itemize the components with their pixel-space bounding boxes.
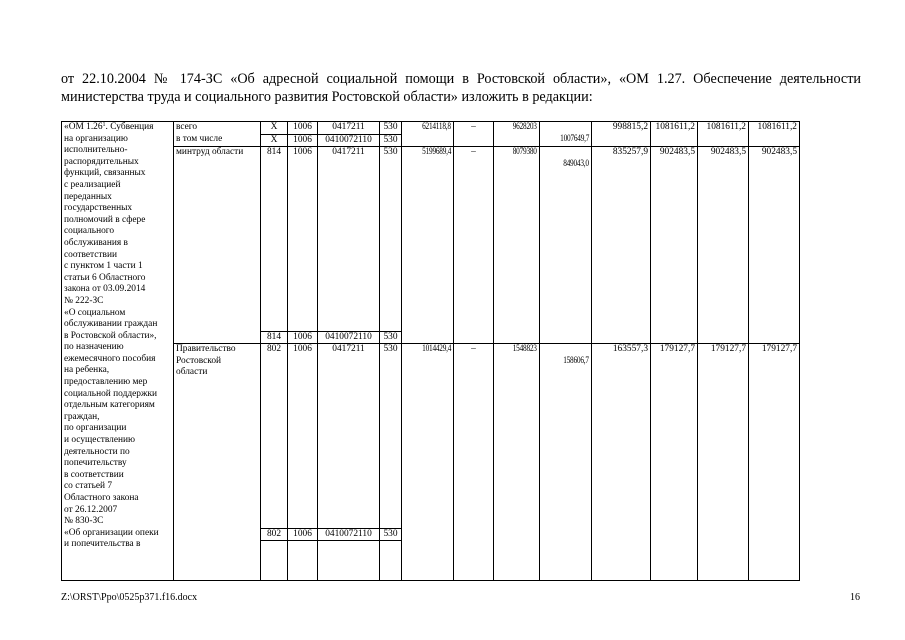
description-line: Областного закона [64, 493, 139, 503]
rz-cell: 1006 [288, 122, 318, 135]
description-line: в соответствии [64, 469, 124, 480]
description-line: попечительству [64, 458, 127, 469]
rz-cell: 1006 [288, 134, 318, 147]
description-line: с пунктом 1 части 1 [64, 261, 143, 272]
value-2016-extra-cell: 849043,0 [540, 147, 592, 344]
value-2017-cell: 998815,2 [592, 122, 651, 147]
value-2015-cell: – [454, 344, 494, 581]
description-line: социальной поддержки [64, 388, 158, 399]
description-line: обслуживании граждан [64, 319, 158, 330]
grbs-cell: 802 [261, 528, 288, 541]
value-2018-cell: 1081611,2 [651, 122, 698, 147]
value-2016-cell: 8079380 [494, 147, 540, 344]
table-row [62, 147, 869, 332]
grbs-cell: Х [261, 134, 288, 147]
description-line: № 222-ЗС [64, 295, 104, 306]
description-line: соответствии [64, 249, 117, 260]
value-2020-cell: 902483,5 [749, 147, 800, 344]
description-line: № 830-ЗС [64, 516, 104, 527]
description-line: распорядительных [64, 156, 139, 167]
empty-cell [380, 541, 402, 581]
description-line: обслуживания в [64, 237, 128, 248]
value-2018-cell: 902483,5 [651, 147, 698, 344]
rz-cell: 1006 [288, 147, 318, 332]
description-lines [64, 134, 171, 551]
value-2020-cell: 179127,7 [749, 344, 800, 581]
table-row [62, 122, 869, 135]
description-line: с реализацией [64, 179, 121, 190]
description-line: «Об организации опеки [64, 527, 159, 538]
description-line: в Ростовской области», [64, 330, 157, 341]
description-line: ежемесячного пособия [64, 353, 156, 364]
recipient-name-cell: всего в том числе [174, 122, 261, 147]
description-line: социального [64, 226, 115, 237]
description-line: по организации [64, 423, 127, 434]
recipient-name-cell: Правительство Ростовской области [174, 344, 261, 581]
description-line: со статьей 7 [64, 481, 113, 492]
grbs-cell: 814 [261, 331, 288, 344]
csr-cell: 0410072110 [318, 528, 380, 541]
value-2019-cell: 1081611,2 [698, 122, 749, 147]
description-line: предоставлению мер [64, 377, 148, 388]
value-2020-cell: 1081611,2 [749, 122, 800, 147]
csr-cell: 0417211 [318, 122, 380, 135]
description-line: «О социальном [64, 307, 126, 318]
description-line: переданных [64, 191, 112, 202]
csr-cell: 0417211 [318, 147, 380, 332]
value-2014-cell: 6214118,8 [402, 122, 454, 147]
grbs-cell: Х [261, 122, 288, 135]
vr-cell: 530 [380, 331, 402, 344]
measure-description-cell [62, 122, 174, 581]
csr-cell: 0417211 [318, 344, 380, 529]
grbs-cell: 802 [261, 344, 288, 529]
description-line: исполнительно- [64, 145, 128, 156]
vr-cell: 530 [380, 147, 402, 332]
description-line: статьи 6 Областного [64, 272, 146, 283]
value-2014-cell: 1014429,4 [402, 344, 454, 581]
description-line: на ребенка, [64, 365, 110, 376]
value-2016-extra-cell: 158606,7 [540, 344, 592, 581]
footer-file-path: Z:\ORST\Ppo\0525p371.f16.docx [61, 592, 198, 603]
value-2018-cell: 179127,7 [651, 344, 698, 581]
vr-cell: 530 [380, 528, 402, 541]
description-line: закона от 03.09.2014 [64, 284, 146, 295]
vr-cell: 530 [380, 134, 402, 147]
table-row [62, 344, 869, 529]
budget-table [61, 121, 869, 581]
description-line: и попечительства в [64, 539, 141, 550]
value-2015-cell: – [454, 147, 494, 344]
value-2015-cell: – [454, 122, 494, 147]
rz-cell: 1006 [288, 528, 318, 541]
value-2014-cell: 5199689,4 [402, 147, 454, 344]
description-line: отдельным категориям [64, 400, 155, 411]
description-line: граждан, [64, 411, 100, 422]
page-number: 16 [850, 592, 860, 603]
empty-cell [288, 541, 318, 581]
recipient-name-cell: минтруд области [174, 147, 261, 344]
description-line: на организацию [64, 133, 128, 144]
value-2019-cell: 902483,5 [698, 147, 749, 344]
value-2017-cell: 835257,9 [592, 147, 651, 344]
vr-cell: 530 [380, 122, 402, 135]
description-line: государственных [64, 203, 133, 214]
value-2017-cell: 163557,3 [592, 344, 651, 581]
description-line: по назначению [64, 342, 124, 353]
description-line: функций, связанных [64, 168, 146, 179]
grbs-cell: 814 [261, 147, 288, 332]
empty-cell [261, 541, 288, 581]
value-2016-extra-cell: 1007649,7 [540, 122, 592, 147]
value-2016-cell: 9628203 [494, 122, 540, 147]
vr-cell: 530 [380, 344, 402, 529]
csr-cell: 0410072110 [318, 134, 380, 147]
intro-paragraph: от 22.10.2004 № 174-ЗС «Об адресной социальной помощи в Ростовской области», «ОМ 1.27. Обеспечение деятельности министерства труда и социального развития Ростовской области» изложить в редакции: [61, 71, 861, 105]
rz-cell: 1006 [288, 344, 318, 529]
csr-cell: 0410072110 [318, 331, 380, 344]
description-line: полномочий в сфере [64, 214, 146, 225]
empty-cell [318, 541, 380, 581]
value-2016-cell: 1548823 [494, 344, 540, 581]
description-line: и осуществлению [64, 435, 136, 446]
description-line: от 26.12.2007 [64, 504, 118, 515]
description-first-line: «ОМ 1.26$^1$. Субвенция [64, 122, 154, 132]
rz-cell: 1006 [288, 331, 318, 344]
value-2019-cell: 179127,7 [698, 344, 749, 581]
description-line: деятельности по [64, 446, 130, 457]
